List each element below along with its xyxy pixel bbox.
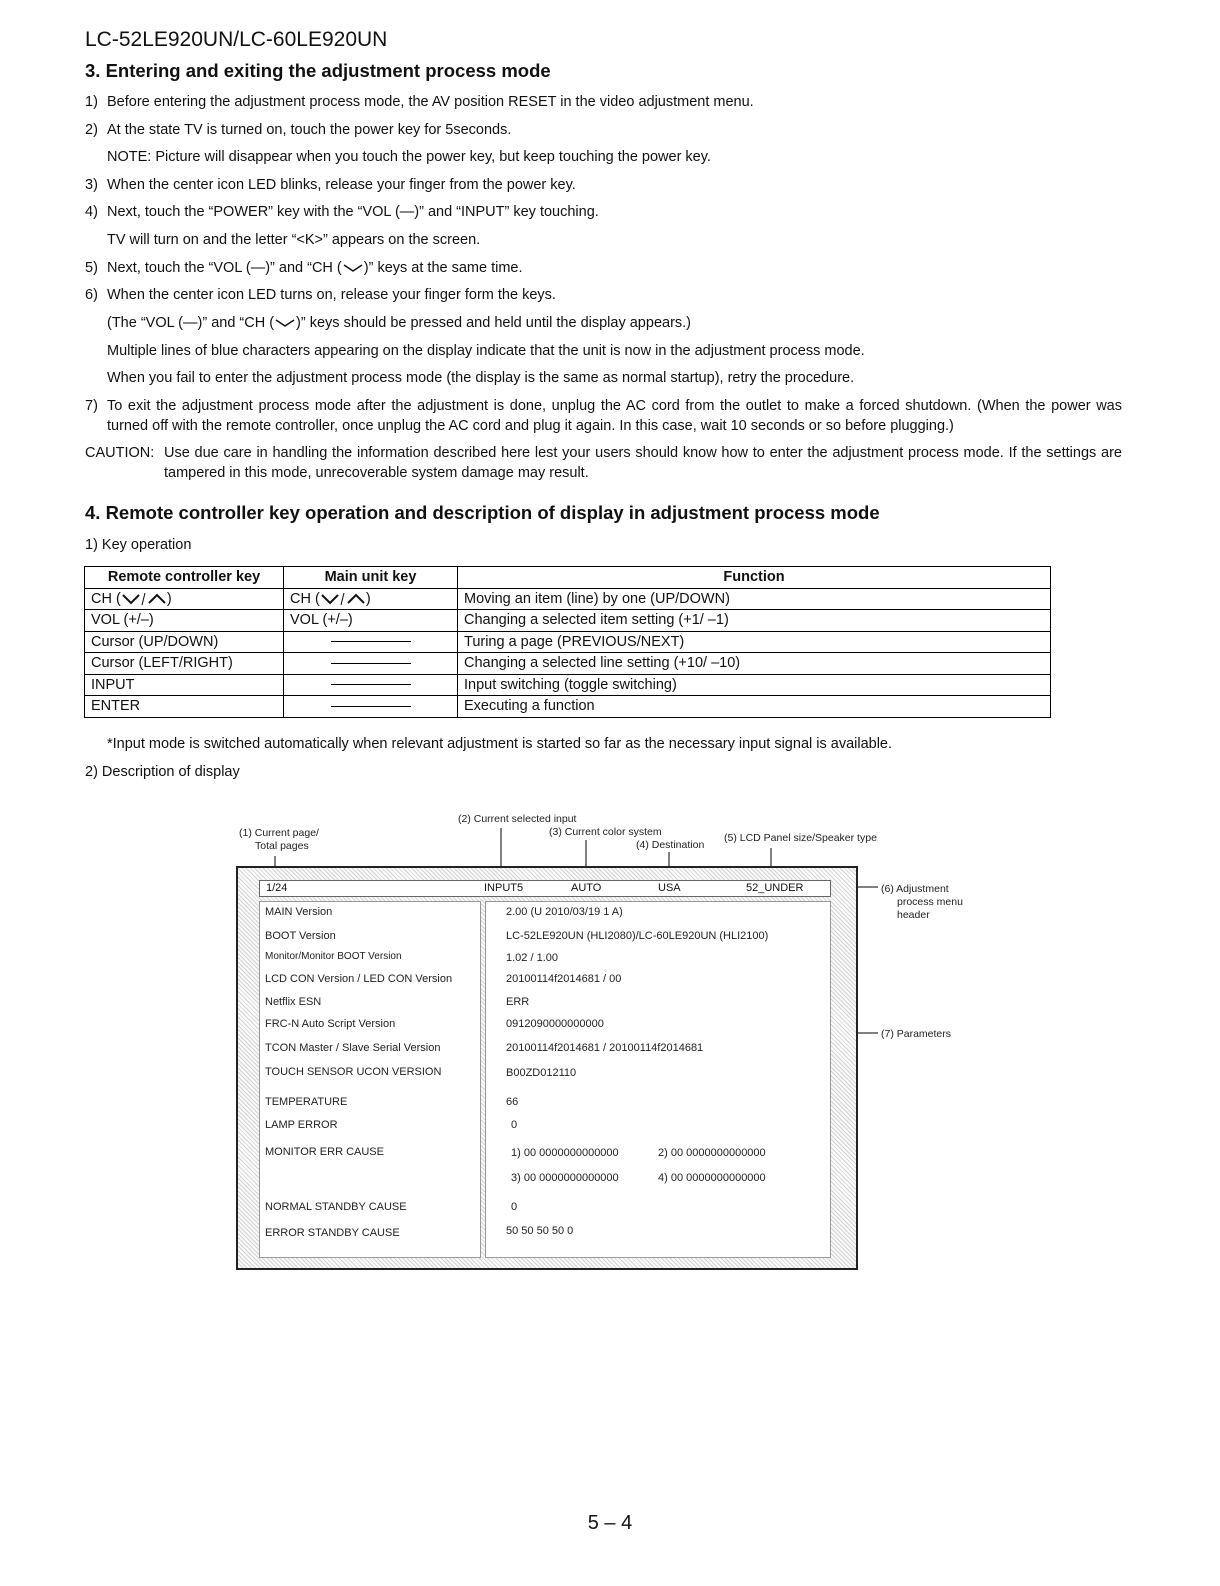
model-title: LC-52LE920UN/LC-60LE920UN [85,28,388,51]
label-panel-size: (5) LCD Panel size/Speaker type [724,832,877,844]
param-value: 50 50 50 50 0 [506,1225,574,1237]
table-cell: VOL (+/–) [284,610,458,632]
param-value: 20100114f2014681 / 00 [506,973,622,985]
header-input: INPUT5 [484,882,524,894]
step-6: 6) When the center icon LED turns on, release your finger form the keys. [85,287,556,303]
param-value: 66 [506,1096,519,1108]
param-value: 4) 00 0000000000000 [658,1172,766,1184]
step-3: 3) When the center icon LED blinks, release your finger from the power key. [85,177,576,193]
param-value: B00ZD012110 [506,1067,577,1079]
step-2-note: NOTE: Picture will disappear when you touch the power key, but keep touching the power key. [107,149,711,165]
step-4-detail: TV will turn on and the letter “<K>” appears on the screen. [107,232,481,248]
table-cell: INPUT [85,674,284,696]
param-value: 0 [511,1201,518,1213]
label-header: header [897,909,930,921]
param-value: 3) 00 0000000000000 [511,1172,619,1184]
table-cell: ENTER [85,696,284,718]
param-name: ERROR STANDBY CAUSE [265,1227,400,1239]
step-4: 4) Next, touch the “POWER” key with the “VOL (—)” and “INPUT” key touching. [85,204,599,220]
input-mode-note: *Input mode is switched automatically when relevant adjustment is started so far as the necessary input signal is available. [107,736,893,752]
step-7: 7) To exit the adjustment process mode after the adjustment is done, unplug the AC cord from the outlet to make a forced shutdown. (When the power was turned off with the remote controller, once unplug the AC cord and plug it again. In this case, wait 10 seconds or so before plugging.) [85,398,1122,434]
display-subtitle: 2) Description of display [85,764,240,780]
param-name: TEMPERATURE [265,1096,348,1108]
table-cell: Cursor (UP/DOWN) [85,631,284,653]
label-current-input: (2) Current selected input [458,813,577,825]
table-cell: Executing a function [458,696,1051,718]
param-name: LAMP ERROR [265,1119,338,1131]
table-cell: Cursor (LEFT/RIGHT) [85,653,284,675]
param-value: 20100114f2014681 / 20100114f2014681 [506,1042,704,1054]
param-name: FRC-N Auto Script Version [265,1018,396,1030]
param-name: BOOT Version [265,930,336,942]
label-destination: (4) Destination [636,839,705,851]
section4-title: 4. Remote controller key operation and description of display in adjustment process mode [85,502,880,523]
table-cell: Input switching (toggle switching) [458,674,1051,696]
table-cell: Turing a page (PREVIOUS/NEXT) [458,631,1051,653]
param-value: 2.00 (U 2010/03/19 1 A) [506,906,623,918]
param-value: ERR [506,996,530,1008]
header-panel-size: 52_UNDER [746,882,804,894]
table-cell: CH ( ) [85,588,284,610]
param-value: 0 [511,1119,518,1131]
key-operation-subtitle: 1) Key operation [85,537,192,553]
table-cell: VOL (+/–) [85,610,284,632]
label-color-system: (3) Current color system [549,826,662,838]
section3-title: 3. Entering and exiting the adjustment process mode [85,60,551,81]
step-6-note-a: Multiple lines of blue characters appearing on the display indicate that the unit is now in the adjustment process mode. [107,343,865,359]
caution: CAUTION: Use due care in handling the information described here lest your users should know how to enter the adjustment process mode. If the settings are tampered in this mode, unrecoverable system damage may result. [85,445,1122,481]
step-6-detail: (The “VOL (—)” and “CH ( )” keys should be pressed and held until the display appears.) [107,315,692,331]
step-6-note-b: When you fail to enter the adjustment process mode (the display is the same as normal startup), retry the procedure. [107,370,855,386]
label-parameters: (7) Parameters [881,1028,952,1040]
label-adjustment: (6) Adjustment [881,883,949,895]
table-cell: CH ( ) [284,588,458,610]
param-value: 1.02 / 1.00 [506,952,558,964]
step-1: 1) Before entering the adjustment process mode, the AV position RESET in the video adjustment menu. [85,94,754,110]
table-cell: Changing a selected item setting (+1/ –1) [458,610,1051,632]
header-page: 1/24 [266,882,288,894]
param-name: NORMAL STANDBY CAUSE [265,1201,407,1213]
table-header: Function [458,567,1051,589]
param-value: LC-52LE920UN (HLI2080)/LC-60LE920UN (HLI2100) [506,930,769,942]
param-value: 1) 00 0000000000000 [511,1147,619,1159]
step-5: 5) Next, touch the “VOL (—)” and “CH ( )” keys at the same time. [85,260,523,276]
param-name: TCON Master / Slave Serial Version [265,1042,441,1054]
page-number: 5 – 4 [587,1512,633,1534]
header-color-system: AUTO [571,882,602,894]
label-process-menu: process menu [897,896,963,908]
param-name: Monitor/Monitor BOOT Version [265,951,402,962]
param-value: 2) 00 0000000000000 [658,1147,766,1159]
header-destination: USA [658,882,681,894]
label-total-pages: Total pages [255,840,309,852]
label-current-page: (1) Current page/ [239,827,319,839]
param-value: 0912090000000000 [506,1018,604,1030]
table-cell: Moving an item (line) by one (UP/DOWN) [458,588,1051,610]
param-name: MONITOR ERR CAUSE [265,1146,384,1158]
param-name: MAIN Version [265,906,333,918]
param-name: TOUCH SENSOR UCON VERSION [265,1066,442,1078]
step-2: 2) At the state TV is turned on, touch the power key for 5seconds. [85,122,512,138]
table-header: Remote controller key [85,567,284,589]
table-header: Main unit key [284,567,458,589]
param-name: Netflix ESN [265,996,322,1008]
param-name: LCD CON Version / LED CON Version [265,973,453,985]
adjustment-menu-header [259,880,831,897]
table-cell: Changing a selected line setting (+10/ –10) [458,653,1051,675]
